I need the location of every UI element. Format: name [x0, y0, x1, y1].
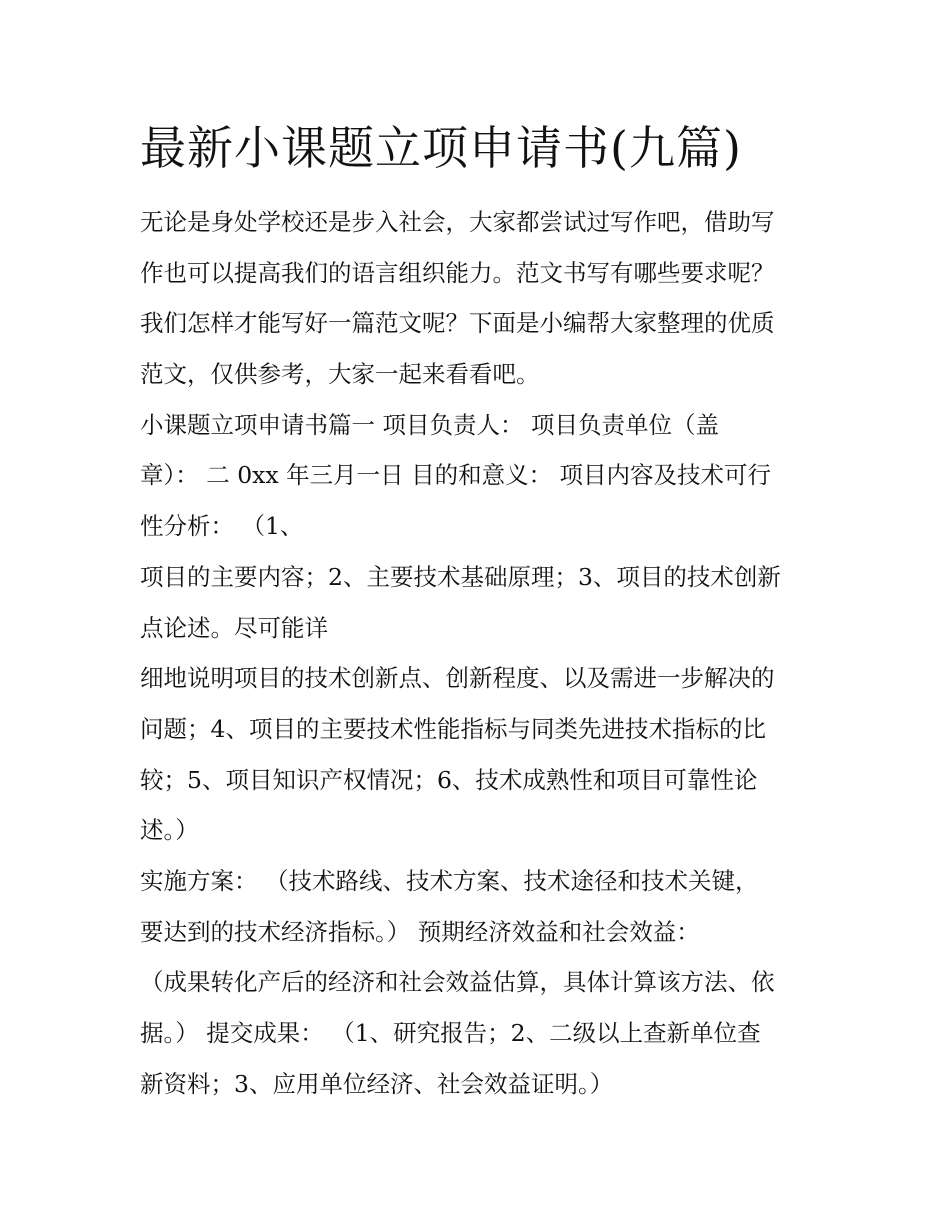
text-line: 问题；4、项目的主要技术性能指标与同类先进技术指标的比 [140, 714, 766, 743]
text-line: 小课题立项申请书篇一 项目负责人： 项目负责单位（盖 [140, 410, 719, 439]
document-body [140, 197, 830, 1109]
paragraph-innovation [140, 653, 830, 856]
text-line: 点论述。尽可能详 [140, 613, 328, 642]
document-title: 最新小课题立项申请书(九篇) [140, 121, 742, 175]
text-line: 范文，仅供参考，大家一起来看看吧。 [140, 360, 540, 389]
paragraph-intro [140, 197, 830, 400]
paragraph-section-one [140, 400, 830, 552]
text-line: 无论是身处学校还是步入社会，大家都尝试过写作吧，借助写 [140, 208, 775, 236]
text-line: 要达到的技术经济指标。） 预期经济效益和社会效益： [140, 917, 700, 946]
text-line: 据。） 提交成果： （1、研究报告；2、二级以上查新单位查 [140, 1019, 761, 1047]
text-line: 项目的主要内容；2、主要技术基础原理；3、项目的技术创新 [140, 562, 781, 591]
text-line: 实施方案： （技术路线、技术方案、技术途径和技术关键， [140, 866, 759, 895]
text-line: 性分析： （1、 [140, 512, 304, 541]
text-line: 细地说明项目的技术创新点、创新程度、以及需进一步解决的 [140, 664, 775, 693]
text-line: 作也可以提高我们的语言组织能力。范文书写有哪些要求呢？ [140, 258, 775, 287]
text-line: （成果转化产后的经济和社会效益估算，具体计算该方法、依 [140, 968, 775, 997]
text-line: 我们怎样才能写好一篇范文呢？下面是小编帮大家整理的优质 [140, 309, 775, 338]
text-line: 新资料；3、应用单位经济、社会效益证明。） [140, 1069, 614, 1098]
text-line: 较；5、项目知识产权情况；6、技术成熟性和项目可靠性论 [140, 765, 758, 794]
text-line: 章）： 二 0xx 年三月一日 目的和意义： 项目内容及技术可行 [140, 461, 772, 490]
text-line: 述。） [140, 816, 199, 845]
paragraph-implementation [140, 856, 830, 1109]
paragraph-main-content [140, 552, 830, 653]
